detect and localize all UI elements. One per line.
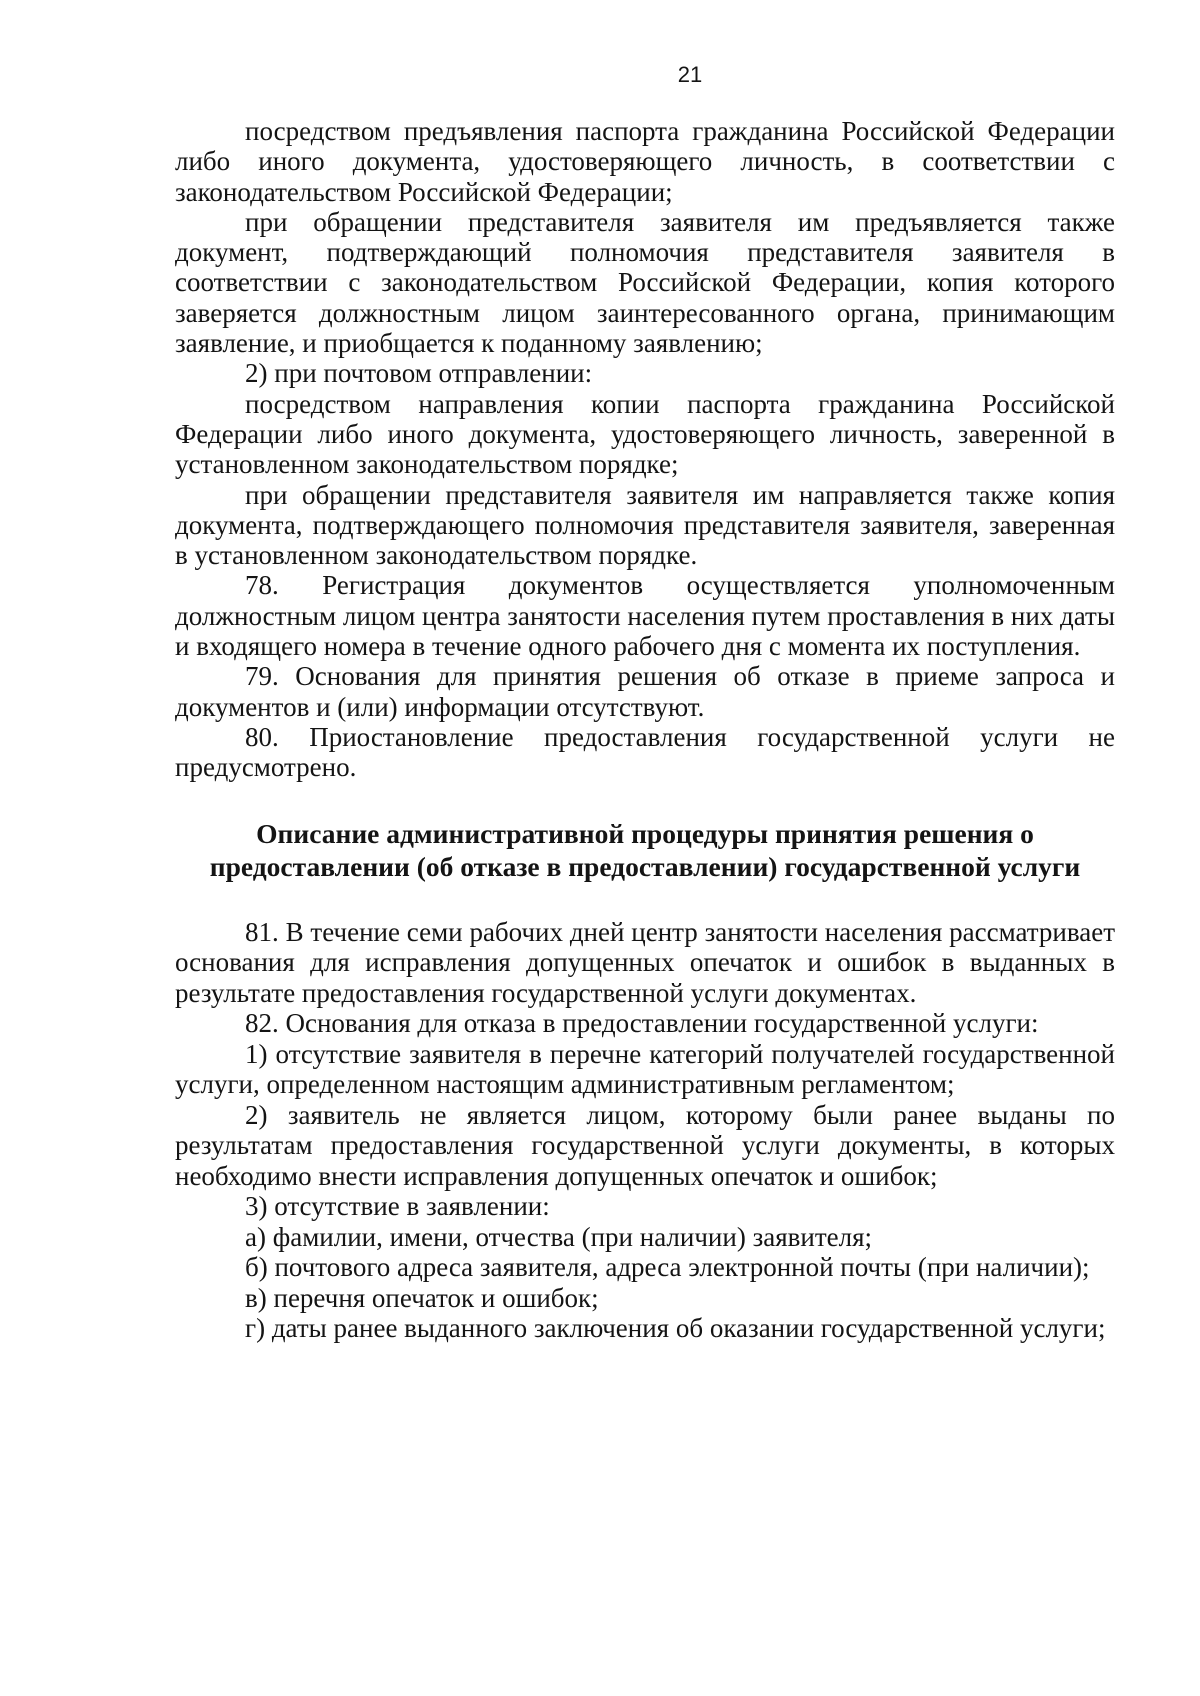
paragraph: при обращении представителя заявителя им направляется также копия документа, подтверждающего полномочия представителя заявителя, заверенная в установленном законодательством порядке.	[175, 479, 1115, 571]
paragraph: посредством направления копии паспорта гражданина Российской Федерации либо иного документа, удостоверяющего личность, заверенной в установленном законодательством порядке;	[175, 388, 1115, 480]
paragraph-80: 80. Приостановление предоставления государственной услуги не предусмотрено.	[175, 721, 1115, 783]
paragraph: 2) при почтовом отправлении:	[245, 358, 593, 389]
page-number: 21	[677, 62, 703, 87]
list-item: 1) отсутствие заявителя в перечне категорий получателей государственной услуги, определенном настоящим административным регламентом;	[175, 1038, 1115, 1100]
list-item: 2) заявитель не является лицом, которому были ранее выданы по результатам предоставления государственной услуги документы, в которых необходимо внести исправления допущенных опечаток и ошибок;	[175, 1099, 1115, 1191]
paragraph-79: 79. Основания для принятия решения об отказе в приеме запроса и документов и (или) информации отсутствуют.	[175, 661, 1115, 722]
list-subitem: г) даты ранее выданного заключения об оказании государственной услуги;	[245, 1313, 1106, 1344]
paragraph-78: 78. Регистрация документов осуществляется уполномоченным должностным лицом центра занятости населения путем проставления в них даты и входящего номера в течение одного рабочего дня с момента их поступления.	[175, 570, 1115, 662]
paragraph: посредством предъявления паспорта гражданина Российской Федерации либо иного документа, удостоверяющего личность, в соответствии с законодательством Российской Федерации;	[175, 116, 1115, 207]
section-heading	[175, 817, 1115, 883]
paragraph-82: 82. Основания для отказа в предоставлении государственной услуги:	[245, 1008, 1039, 1039]
list-subitem: в) перечня опечаток и ошибок;	[245, 1282, 599, 1313]
section-heading-line: предоставлении (об отказе в предоставлении) государственной услуги	[209, 850, 1081, 882]
paragraph-81: 81. В течение семи рабочих дней центр занятости населения рассматривает основания для исправления допущенных опечаток и ошибок в выданных в результате предоставления государственной услуги документах.	[175, 916, 1115, 1008]
list-subitem: б) почтового адреса заявителя, адреса электронной почты (при наличии);	[245, 1252, 1090, 1283]
list-subitem: а) фамилии, имени, отчества (при наличии) заявителя;	[245, 1221, 873, 1252]
text-block-lower	[175, 917, 1115, 1344]
text-block-upper	[175, 116, 1115, 783]
list-item: 3) отсутствие в заявлении:	[245, 1191, 550, 1222]
section-heading-line: Описание административной процедуры принятия решения о	[256, 817, 1034, 849]
paragraph: при обращении представителя заявителя им предъявляется также документ, подтверждающий полномочия представителя заявителя в соответствии с законодательством Российской Федерации, копия которого заверяется должностным лицом заинтересованного органа, принимающим заявление, и приобщается к поданному заявлению;	[175, 206, 1115, 359]
